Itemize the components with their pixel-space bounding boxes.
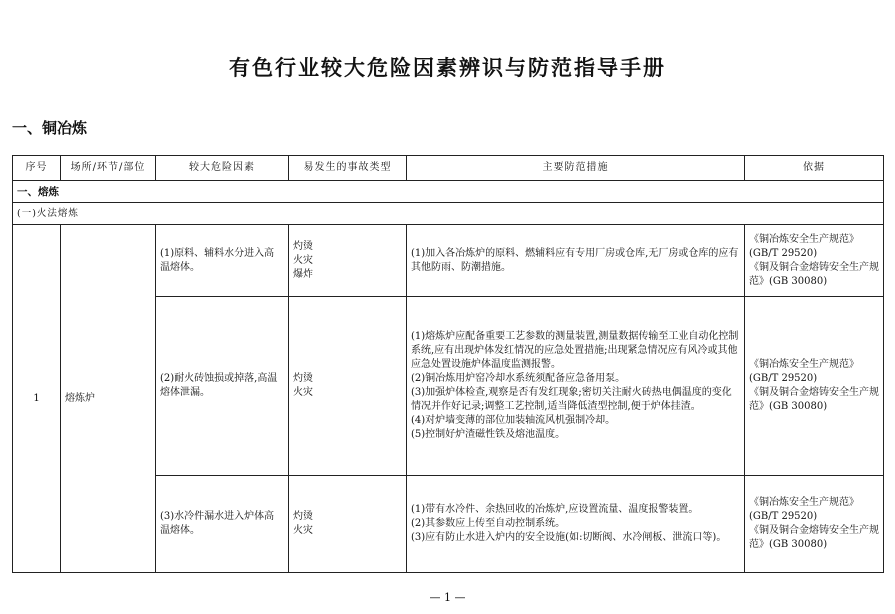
basis-item: 《铜及铜合金熔铸安全生产规范》(GB 30080)	[749, 387, 879, 412]
measure-item: (3)应有防止水进入炉内的安全设施(如:切断阀、水冷闸板、泄流口等)。	[411, 532, 727, 543]
accident-type: 火灾	[293, 387, 313, 398]
hazard-table	[12, 155, 884, 573]
accident-type: 灼烫	[293, 240, 313, 252]
section-heading: 一、铜冶炼	[12, 119, 88, 137]
measure-item: (5)控制好炉渣磁性铁及熔池温度。	[411, 429, 566, 440]
document-title: 有色行业较大危险因素辨识与防范指导手册	[229, 55, 666, 80]
group-row	[13, 181, 884, 203]
header-accident-type: 易发生的事故类型	[289, 156, 407, 181]
accident-type: 火灾	[293, 525, 313, 536]
measure-item: (3)加强炉体检查,观察是否有发红现象;密切关注耐火砖热电偶温度的变化情况并作好记录;调整工艺控制,适当降低渣型控制,便于炉体挂渣。	[411, 387, 732, 412]
measures-cell	[407, 476, 745, 573]
basis-cell	[745, 225, 884, 297]
basis-item: 《铜冶炼安全生产规范》(GB/T 29520)	[749, 359, 859, 384]
accident-type: 爆炸	[293, 268, 313, 280]
basis-item: 《铜及铜合金熔铸安全生产规范》(GB 30080)	[749, 261, 879, 287]
basis-cell	[745, 297, 884, 476]
basis-item: 《铜及铜合金熔铸安全生产规范》(GB 30080)	[749, 525, 879, 550]
accident-cell	[289, 297, 407, 476]
measure-item: (1)带有水冷件、余热回收的冶炼炉,应设置流量、温度报警装置。	[411, 504, 699, 515]
subgroup-heading: (一)火法熔炼	[13, 203, 884, 225]
table-row	[13, 225, 884, 297]
measure-item: (1)熔炼炉应配备重要工艺参数的测量装置,测量数据传输至工业自动化控制系统,应有出现炉体发红情况的应急处置措施;出现紧急情况应有风冷或其他应急处置设施炉体温度监测报警。	[411, 331, 739, 370]
header-location: 场所/环节/部位	[61, 156, 156, 181]
measure-item: (2)铜冶炼用炉窑冷却水系统须配备应急备用泵。	[411, 373, 626, 384]
basis-cell	[745, 476, 884, 573]
measure-item: (2)其参数应上传至自动控制系统。	[411, 518, 566, 529]
measures-cell	[407, 297, 745, 476]
accident-type: 火灾	[293, 254, 313, 266]
item-number: 1	[13, 225, 61, 573]
hazard-cell: (2)耐火砖蚀损或掉落,高温熔体泄漏。	[156, 297, 289, 476]
header-basis: 依据	[745, 156, 884, 181]
header-hazard: 较大危险因素	[156, 156, 289, 181]
table-header-row	[13, 156, 884, 181]
accident-cell	[289, 225, 407, 297]
measures-cell	[407, 225, 745, 297]
hazard-cell: (3)水冷件漏水进入炉体高温熔体。	[156, 476, 289, 573]
header-no: 序号	[13, 156, 61, 181]
measure-item: (1)加入各冶炼炉的原料、燃辅料应有专用厂房或仓库,无厂房或仓库的应有其他防雨、防潮措施。	[411, 247, 739, 273]
accident-cell	[289, 476, 407, 573]
subgroup-row	[13, 203, 884, 225]
location-cell: 熔炼炉	[61, 225, 156, 573]
accident-type: 灼烫	[293, 373, 313, 384]
basis-item: 《铜冶炼安全生产规范》(GB/T 29520)	[749, 497, 859, 522]
group-heading: 一、熔炼	[13, 181, 884, 203]
page-number: — 1 —	[429, 591, 466, 604]
header-measures: 主要防范措施	[407, 156, 745, 181]
basis-item: 《铜冶炼安全生产规范》(GB/T 29520)	[749, 233, 859, 259]
hazard-cell: (1)原料、辅料水分进入高温熔体。	[156, 225, 289, 297]
measure-item: (4)对炉墙变薄的部位加装轴流风机强制冷却。	[411, 415, 616, 426]
accident-type: 灼烫	[293, 511, 313, 522]
